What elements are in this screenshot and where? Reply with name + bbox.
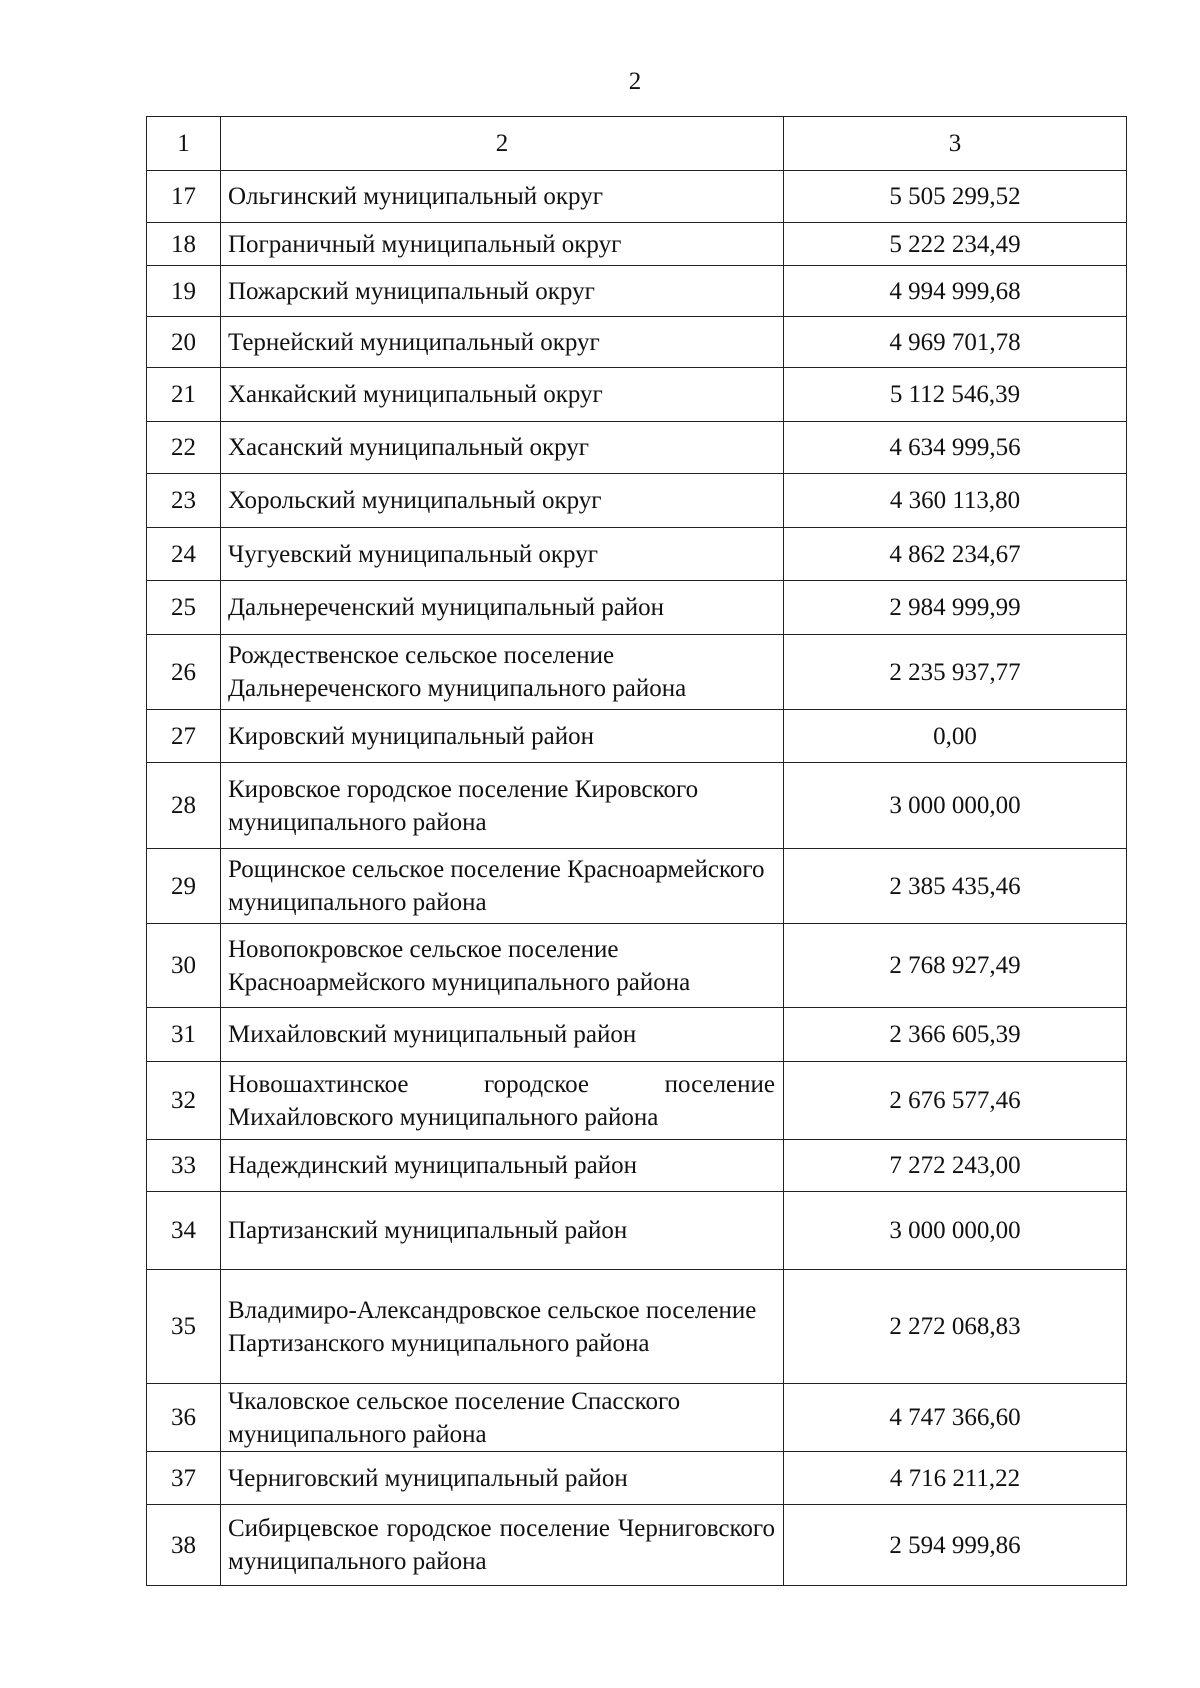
row-number: 38 bbox=[147, 1505, 221, 1586]
row-amount: 4 360 113,80 bbox=[784, 474, 1127, 528]
row-number: 36 bbox=[147, 1384, 221, 1452]
row-number: 17 bbox=[147, 171, 221, 223]
row-name: Кировское городское поселение Кировского муниципального района bbox=[221, 763, 784, 849]
table-row bbox=[147, 1270, 1127, 1384]
row-number: 26 bbox=[147, 635, 221, 710]
row-number: 27 bbox=[147, 710, 221, 763]
row-amount: 4 634 999,56 bbox=[784, 422, 1127, 474]
allocation-table bbox=[146, 116, 1127, 1586]
row-name: Рождественское сельское поселение Дальнереченского муниципального района bbox=[221, 635, 784, 710]
row-amount: 2 366 605,39 bbox=[784, 1008, 1127, 1062]
row-name: Владимиро-Александровское сельское поселение Партизанского муниципального района bbox=[221, 1270, 784, 1384]
row-name: Новопокровское сельское поселение Красноармейского муниципального района bbox=[221, 924, 784, 1008]
table-row bbox=[147, 924, 1127, 1008]
table-row bbox=[147, 763, 1127, 849]
row-amount: 7 272 243,00 bbox=[784, 1140, 1127, 1192]
row-name: Надеждинский муниципальный район bbox=[221, 1140, 784, 1192]
row-name: Михайловский муниципальный район bbox=[221, 1008, 784, 1062]
table-row bbox=[147, 635, 1127, 710]
row-name: Чкаловское сельское поселение Спасского муниципального района bbox=[221, 1384, 784, 1452]
row-number: 21 bbox=[147, 368, 221, 422]
table-row bbox=[147, 1192, 1127, 1270]
row-number: 23 bbox=[147, 474, 221, 528]
row-amount: 2 768 927,49 bbox=[784, 924, 1127, 1008]
table-row bbox=[147, 1008, 1127, 1062]
table-row bbox=[147, 1505, 1127, 1586]
table-row bbox=[147, 422, 1127, 474]
row-number: 32 bbox=[147, 1062, 221, 1140]
row-number: 18 bbox=[147, 223, 221, 266]
row-number: 28 bbox=[147, 763, 221, 849]
row-amount: 2 272 068,83 bbox=[784, 1270, 1127, 1384]
table-header-row bbox=[147, 117, 1127, 171]
row-name: Ханкайский муниципальный округ bbox=[221, 368, 784, 422]
table-row bbox=[147, 368, 1127, 422]
row-amount: 5 112 546,39 bbox=[784, 368, 1127, 422]
row-amount: 4 994 999,68 bbox=[784, 266, 1127, 317]
row-name: Ольгинский муниципальный округ bbox=[221, 171, 784, 223]
row-amount: 2 385 435,46 bbox=[784, 849, 1127, 924]
row-number: 20 bbox=[147, 317, 221, 368]
table-row bbox=[147, 317, 1127, 368]
table-row bbox=[147, 581, 1127, 635]
row-amount: 0,00 bbox=[784, 710, 1127, 763]
row-amount: 3 000 000,00 bbox=[784, 1192, 1127, 1270]
row-number: 25 bbox=[147, 581, 221, 635]
table-row bbox=[147, 171, 1127, 223]
row-number: 31 bbox=[147, 1008, 221, 1062]
row-name: Сибирцевское городское поселение Черниговского муниципального района bbox=[221, 1505, 784, 1586]
row-number: 24 bbox=[147, 528, 221, 581]
row-number: 30 bbox=[147, 924, 221, 1008]
table-row bbox=[147, 223, 1127, 266]
table-row bbox=[147, 528, 1127, 581]
row-number: 35 bbox=[147, 1270, 221, 1384]
page-number: 2 bbox=[628, 68, 642, 95]
table-row bbox=[147, 1452, 1127, 1505]
row-amount: 4 747 366,60 bbox=[784, 1384, 1127, 1452]
table-row bbox=[147, 266, 1127, 317]
row-name: Кировский муниципальный район bbox=[221, 710, 784, 763]
row-number: 37 bbox=[147, 1452, 221, 1505]
table-row bbox=[147, 1062, 1127, 1140]
table-row bbox=[147, 710, 1127, 763]
row-amount: 3 000 000,00 bbox=[784, 763, 1127, 849]
row-number: 22 bbox=[147, 422, 221, 474]
row-name: Тернейский муниципальный округ bbox=[221, 317, 784, 368]
row-amount: 2 235 937,77 bbox=[784, 635, 1127, 710]
row-amount: 4 969 701,78 bbox=[784, 317, 1127, 368]
row-amount: 2 594 999,86 bbox=[784, 1505, 1127, 1586]
row-amount: 4 862 234,67 bbox=[784, 528, 1127, 581]
header-col-3: 3 bbox=[784, 117, 1127, 171]
row-name: Партизанский муниципальный район bbox=[221, 1192, 784, 1270]
row-name: Дальнереченский муниципальный район bbox=[221, 581, 784, 635]
row-name: Чугуевский муниципальный округ bbox=[221, 528, 784, 581]
row-amount: 5 505 299,52 bbox=[784, 171, 1127, 223]
row-number: 34 bbox=[147, 1192, 221, 1270]
row-amount: 5 222 234,49 bbox=[784, 223, 1127, 266]
row-name: Черниговский муниципальный район bbox=[221, 1452, 784, 1505]
row-name: Пожарский муниципальный округ bbox=[221, 266, 784, 317]
table-row bbox=[147, 1140, 1127, 1192]
row-number: 33 bbox=[147, 1140, 221, 1192]
row-number: 19 bbox=[147, 266, 221, 317]
row-amount: 2 984 999,99 bbox=[784, 581, 1127, 635]
row-amount: 2 676 577,46 bbox=[784, 1062, 1127, 1140]
row-name: Рощинское сельское поселение Красноармейского муниципального района bbox=[221, 849, 784, 924]
header-col-2: 2 bbox=[221, 117, 784, 171]
row-number: 29 bbox=[147, 849, 221, 924]
table-row bbox=[147, 474, 1127, 528]
row-name: Пограничный муниципальный округ bbox=[221, 223, 784, 266]
row-amount: 4 716 211,22 bbox=[784, 1452, 1127, 1505]
row-name: Новошахтинское городское поселение Михайловского муниципального района bbox=[221, 1062, 784, 1140]
header-col-1: 1 bbox=[147, 117, 221, 171]
table-row bbox=[147, 849, 1127, 924]
row-name: Хасанский муниципальный округ bbox=[221, 422, 784, 474]
table-row bbox=[147, 1384, 1127, 1452]
row-name: Хорольский муниципальный округ bbox=[221, 474, 784, 528]
